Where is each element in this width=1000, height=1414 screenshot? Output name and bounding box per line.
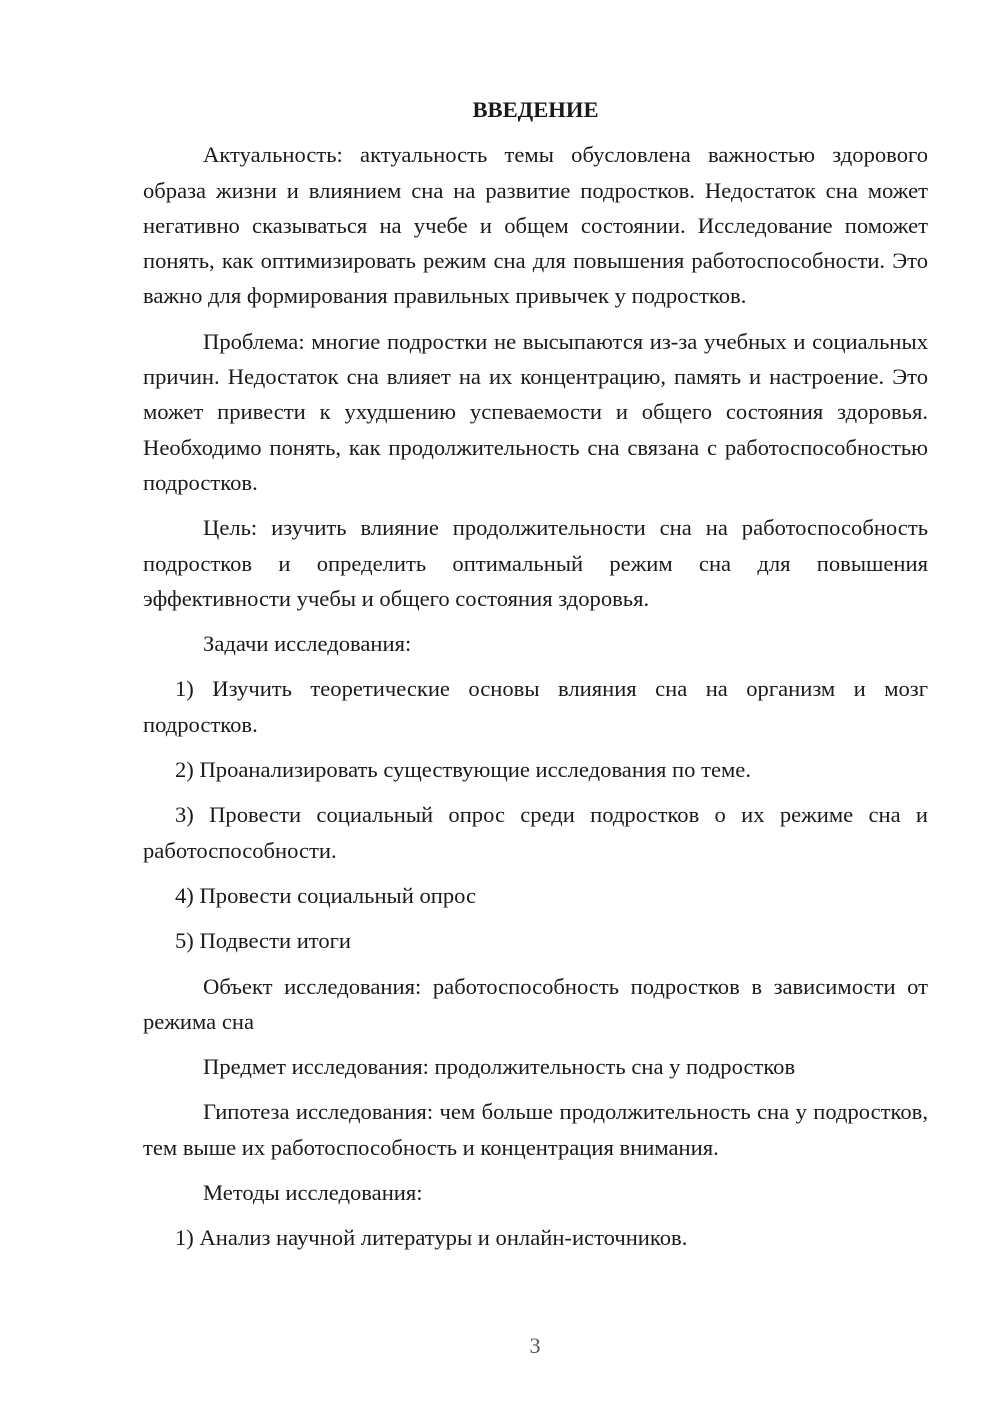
task-item-3: 3) Провести социальный опрос среди подростков о их режиме сна и работоспособности. (143, 802, 928, 863)
task-item-2: 2) Проанализировать существующие исследования по теме. (175, 757, 751, 783)
hypothesis-paragraph: Гипотеза исследования: чем больше продолжительность сна у подростков, тем выше их работоспособность и концентрация внимания. (143, 1099, 928, 1160)
task-item-4: 4) Провести социальный опрос (175, 882, 477, 908)
tasks-heading: Задачи исследования: (203, 631, 412, 657)
page-number: 3 (529, 1333, 541, 1358)
document-page (143, 92, 928, 1266)
problem-paragraph: Проблема: многие подростки не высыпаются из-за учебных и социальных причин. Недостаток сна влияет на их концентрацию, память и настроение. Это может привести к ухудшению успеваемости и общего состояния здоровья. Необходимо понять, как продолжительность сна связана с работоспособностью подростков. (143, 328, 928, 495)
section-heading: ВВЕДЕНИЕ (472, 97, 599, 122)
relevance-paragraph: Актуальность: актуальность темы обусловлена важностью здорового образа жизни и влиянием сна на развитие подростков. Недостаток сна может негативно сказываться на учебе и общем состоянии. Исследование поможет понять, как оптимизировать режим сна для повышения работоспособности. Это важно для формирования правильных привычек у подростков. (143, 142, 928, 309)
object-paragraph: Объект исследования: работоспособность подростков в зависимости от режима сна (143, 973, 928, 1034)
methods-heading: Методы исследования: (203, 1180, 423, 1206)
subject-paragraph: Предмет исследования: продолжительность сна у подростков (203, 1054, 796, 1080)
method-item-1: 1) Анализ научной литературы и онлайн-источников. (175, 1225, 688, 1251)
task-item-1: 1) Изучить теоретические основы влияния сна на организм и мозг подростков. (143, 676, 928, 737)
goal-paragraph: Цель: изучить влияние продолжительности сна на работоспособность подростков и определить оптимальный режим сна для повышения эффективности учебы и общего состояния здоровья. (143, 515, 928, 611)
task-item-5: 5) Подвести итоги (175, 928, 352, 954)
